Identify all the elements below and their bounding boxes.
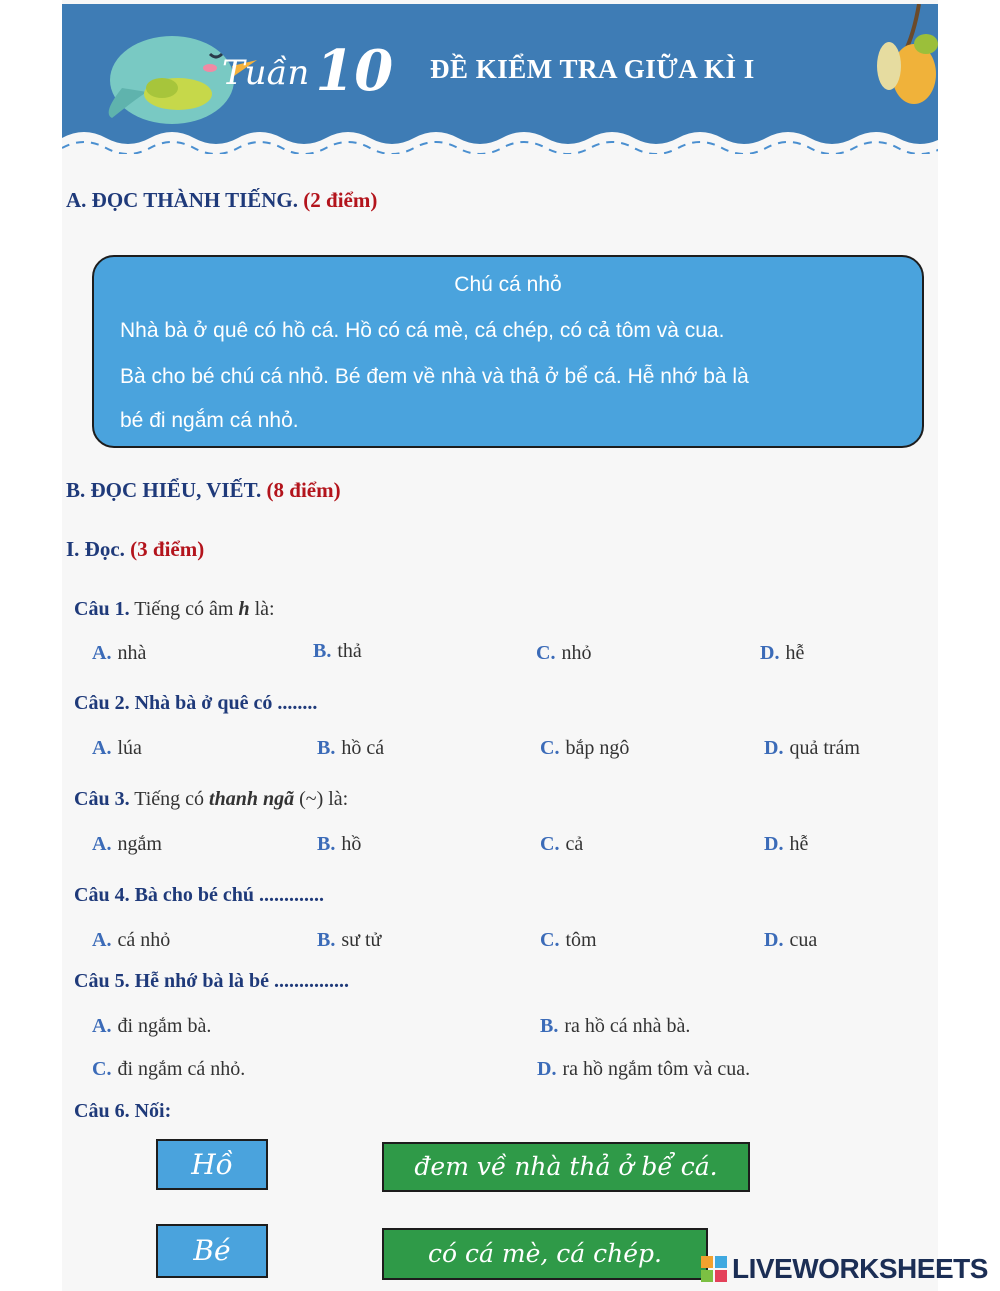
- section-a-points: (2 điểm): [303, 188, 378, 212]
- option-key: B.: [317, 929, 336, 951]
- option-text: ra hồ cá nhà bà.: [564, 1015, 691, 1037]
- part-i-label: I. Đọc.: [66, 537, 125, 561]
- section-a-label: A. ĐỌC THÀNH TIẾNG.: [66, 188, 299, 212]
- option-key: D.: [537, 1058, 557, 1080]
- option-3b[interactable]: [317, 833, 361, 856]
- option-4c[interactable]: [540, 929, 597, 952]
- section-a-heading: [66, 188, 377, 213]
- option-5a[interactable]: [92, 1015, 211, 1038]
- wave-border: [62, 124, 938, 154]
- option-text: tôm: [565, 929, 597, 951]
- week-label: [222, 38, 393, 104]
- option-2a[interactable]: [92, 737, 142, 760]
- question-text: Bà cho bé chú .............: [134, 884, 325, 906]
- question-text: Hễ nhớ bà là bé ...............: [134, 970, 350, 992]
- question-number: Câu 1.: [74, 598, 130, 620]
- reading-passage: [92, 255, 924, 448]
- option-2c[interactable]: [540, 737, 629, 760]
- liveworksheets-logo: [700, 1254, 988, 1284]
- question-5: [74, 970, 349, 993]
- option-3a[interactable]: [92, 833, 162, 856]
- option-text: đi ngắm cá nhỏ.: [117, 1058, 246, 1080]
- option-text: cá nhỏ: [117, 929, 171, 951]
- option-key: A.: [92, 642, 112, 664]
- question-6: [74, 1100, 171, 1123]
- option-key: A.: [92, 833, 112, 855]
- option-1d[interactable]: [760, 642, 804, 665]
- option-text: hễ: [789, 833, 809, 855]
- option-2b[interactable]: [317, 737, 384, 760]
- question-text-end: là:: [254, 598, 275, 620]
- passage-title: Chú cá nhỏ: [454, 273, 562, 296]
- option-4b[interactable]: [317, 929, 381, 952]
- option-2d[interactable]: [764, 737, 860, 760]
- flower-icon: [874, 4, 938, 124]
- question-number: Câu 4.: [74, 884, 130, 906]
- option-key: C.: [92, 1058, 112, 1080]
- match-left-card[interactable]: Hồ: [156, 1139, 268, 1190]
- option-key: B.: [313, 640, 332, 662]
- option-key: B.: [540, 1015, 559, 1037]
- question-number: Câu 6.: [74, 1100, 130, 1122]
- passage-line: bé đi ngắm cá nhỏ.: [120, 409, 299, 432]
- exam-title: ĐỀ KIỂM TRA GIỮA KÌ I: [430, 54, 755, 84]
- option-text: bắp ngô: [565, 737, 630, 759]
- part-i-heading: [66, 537, 204, 562]
- option-key: D.: [764, 737, 784, 759]
- option-key: C.: [536, 642, 556, 664]
- question-3: [74, 788, 348, 811]
- question-2: [74, 692, 317, 715]
- option-key: B.: [317, 737, 336, 759]
- passage-line: Bà cho bé chú cá nhỏ. Bé đem về nhà và thả ở bể cá. Hễ nhớ bà là: [120, 365, 749, 388]
- section-b-points: (8 điểm): [266, 478, 341, 502]
- question-number: Câu 3.: [74, 788, 130, 810]
- week-number: 10: [315, 38, 394, 104]
- part-i-points: (3 điểm): [130, 537, 205, 561]
- passage-line: Nhà bà ở quê có hồ cá. Hồ có cá mè, cá chép, có cả tôm và cua.: [120, 319, 725, 342]
- option-3c[interactable]: [540, 833, 583, 856]
- week-word: Tuần: [222, 53, 310, 93]
- match-left-card[interactable]: Bé: [156, 1224, 268, 1278]
- option-5b[interactable]: [540, 1015, 690, 1038]
- section-b-label: B. ĐỌC HIỂU, VIẾT.: [66, 478, 262, 502]
- option-text: hễ: [785, 642, 805, 664]
- option-text: quả trám: [789, 737, 860, 759]
- question-1: [74, 598, 275, 621]
- option-text: hồ: [341, 833, 362, 855]
- question-text: Nhà bà ở quê có ........: [134, 692, 318, 714]
- option-1b[interactable]: [313, 640, 362, 663]
- option-1c[interactable]: [536, 642, 591, 665]
- question-number: Câu 5.: [74, 970, 130, 992]
- option-key: D.: [760, 642, 780, 664]
- option-text: đi ngắm bà.: [117, 1015, 212, 1037]
- option-5c[interactable]: [92, 1058, 245, 1081]
- option-key: C.: [540, 929, 560, 951]
- option-text: cả: [565, 833, 584, 855]
- option-text: sư tử: [341, 929, 382, 951]
- option-text: hồ cá: [341, 737, 385, 759]
- option-text: ngắm: [117, 833, 162, 855]
- question-text: Tiếng có âm: [134, 598, 234, 620]
- option-3d[interactable]: [764, 833, 808, 856]
- option-text: nhỏ: [561, 642, 592, 664]
- logo-icon: [700, 1255, 728, 1283]
- option-text: cua: [789, 929, 818, 951]
- logo-text: LIVEWORKSHEETS: [732, 1253, 988, 1284]
- question-emphasis: thanh ngã: [209, 788, 295, 810]
- option-key: C.: [540, 737, 560, 759]
- option-key: D.: [764, 833, 784, 855]
- match-right-card[interactable]: đem về nhà thả ở bể cá.: [382, 1142, 750, 1192]
- option-key: A.: [92, 737, 112, 759]
- option-text: thả: [337, 640, 362, 662]
- match-right-card[interactable]: có cá mè, cá chép.: [382, 1228, 708, 1280]
- question-emphasis: h: [238, 598, 250, 620]
- option-key: B.: [317, 833, 336, 855]
- header-banner: [62, 4, 938, 154]
- option-1a[interactable]: [92, 642, 146, 665]
- option-text: ra hồ ngắm tôm và cua.: [562, 1058, 751, 1080]
- question-4: [74, 884, 324, 907]
- section-b-heading: [66, 478, 341, 503]
- question-number: Câu 2.: [74, 692, 130, 714]
- option-text: nhà: [117, 642, 147, 664]
- option-text: lúa: [117, 737, 142, 759]
- option-key: D.: [764, 929, 784, 951]
- option-key: A.: [92, 929, 112, 951]
- question-text: Tiếng có: [134, 788, 205, 810]
- option-5d[interactable]: [537, 1058, 750, 1081]
- option-4a[interactable]: [92, 929, 170, 952]
- option-4d[interactable]: [764, 929, 817, 952]
- question-text: Nối:: [134, 1100, 172, 1122]
- question-text-end: (~) là:: [299, 788, 349, 810]
- option-key: A.: [92, 1015, 112, 1037]
- option-key: C.: [540, 833, 560, 855]
